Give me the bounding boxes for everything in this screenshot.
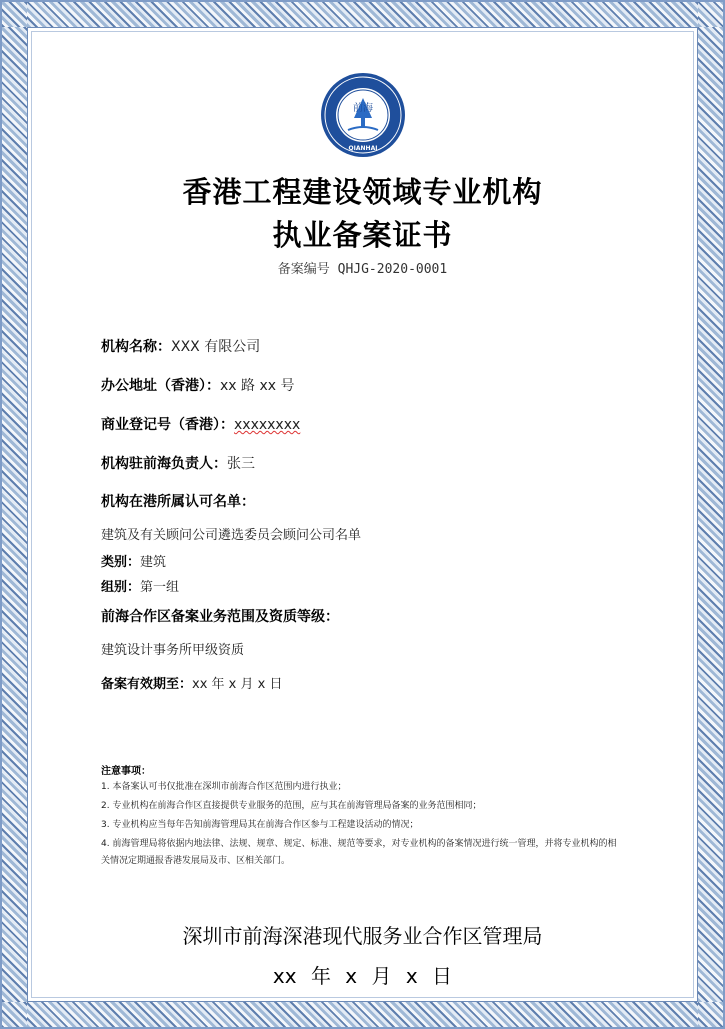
emblem-center-text: 前海 [353,103,373,114]
validity-value: xx 年 x 月 x 日 [192,677,283,692]
validity-row [101,673,282,692]
business-scope-label: 前海合作区备案业务范围及资质等级： [101,609,339,625]
responsible-person-label: 机构驻前海负责人： [101,456,227,472]
business-scope-value: 建筑设计事务所甲级资质 [101,643,245,658]
category-value: 建筑 [140,555,167,570]
office-address-value: xx 路 xx 号 [220,378,295,394]
approved-list-row [101,491,255,511]
category-row [101,551,166,570]
issue-date: xx 年 x 月 x 日 [272,964,453,988]
responsible-person-value: 张三 [227,456,255,472]
certificate-title-line2: 执业备案证书 [272,218,453,252]
group-label: 组别： [101,580,141,595]
group-value: 第一组 [140,580,180,595]
business-scope-row [101,606,339,626]
business-registration-value: xxxxxxxx [234,417,301,433]
org-name-row [101,336,260,356]
notes-heading: 注意事项： [101,766,151,777]
org-name-label: 机构名称： [101,339,171,355]
office-address-label: 办公地址（香港）： [101,378,220,394]
category-label: 类别： [101,555,141,570]
validity-label: 备案有效期至： [101,677,193,692]
emblem-bottom-text: QIANHAI [348,145,378,152]
note-item-1: 1. 本备案认可书仅批准在深圳市前海合作区范围内进行执业； [101,782,347,792]
office-address-row [101,375,295,395]
qianhai-emblem-icon [320,72,406,158]
note-item-3: 3. 专业机构应当每年告知前海管理局其在前海合作区参与工程建设活动的情况； [101,820,419,830]
note-item-2: 2. 专业机构在前海合作区直接提供专业服务的范围，应与其在前海管理局备案的业务范围相同； [101,801,482,811]
business-registration-row [101,414,300,434]
org-name-value: XXX 有限公司 [171,339,261,355]
approved-list-label: 机构在港所属认可名单： [101,494,255,510]
business-registration-label: 商业登记号（香港）： [101,417,234,433]
responsible-person-row [101,453,255,473]
group-row [101,576,179,595]
registration-number: 备案编号 QHJG-2020-0001 [277,262,448,277]
issuing-authority: 深圳市前海深港现代服务业合作区管理局 [182,924,543,948]
note-item-4: 4. 前海管理局将依据内地法律、法规、规章、规定、标准、规范等要求，对专业机构的备案情况进行统一管理，并将专业机构的相关情况定期通报香港发展局及市、区相关部门。 [101,839,617,866]
certificate-title-line1: 香港工程建设领域专业机构 [182,175,543,209]
approved-list-value: 建筑及有关顾问公司遴选委员会顾问公司名单 [101,528,362,543]
